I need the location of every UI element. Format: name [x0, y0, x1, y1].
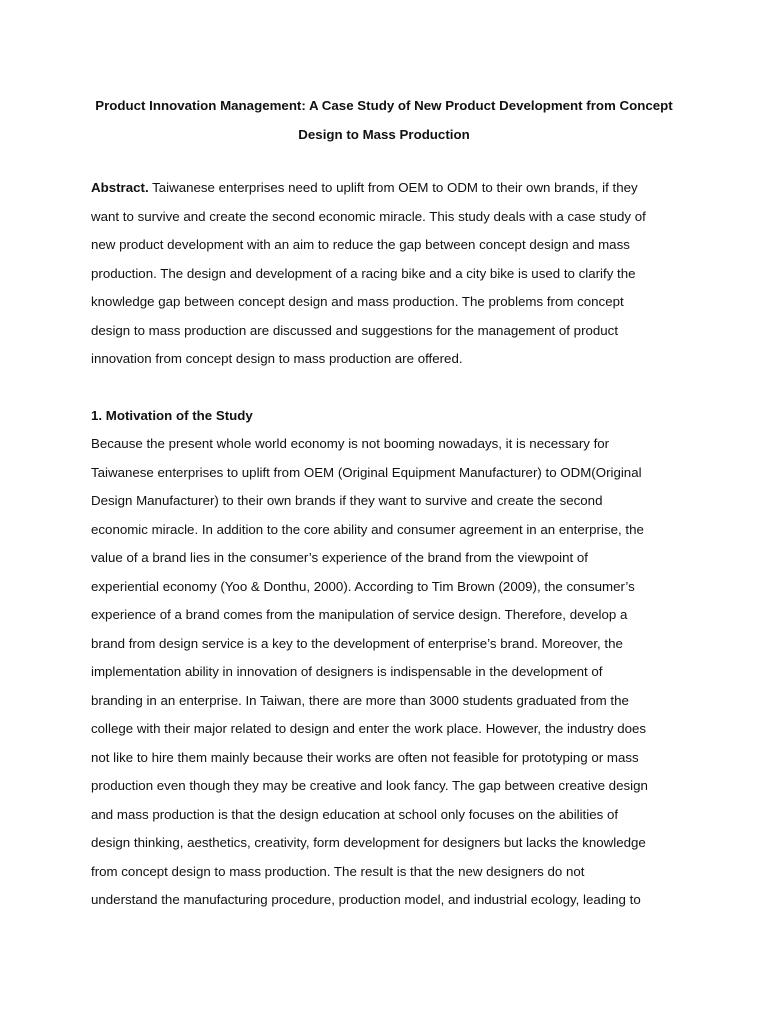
title-line-1: Product Innovation Management: A Case Study of New Product Development from Concept	[95, 98, 673, 113]
abstract-line: design to mass production are discussed and suggestions for the management of product	[91, 322, 619, 338]
body-line: experiential economy (Yoo & Donthu, 2000). According to Tim Brown (2009), the consumer’s	[91, 578, 635, 594]
body-line: from concept design to mass production. The result is that the new designers do not	[91, 863, 585, 879]
abstract-line-1-text: Taiwanese enterprises need to uplift from OEM to ODM to their own brands, if they	[148, 180, 638, 195]
body-line: value of a brand lies in the consumer’s experience of the brand from the viewpoint of	[91, 550, 588, 565]
abstract-line: new product development with an aim to reduce the gap between concept design and mass	[91, 237, 630, 252]
title-line-2: Design to Mass Production	[298, 126, 470, 142]
body-line: Design Manufacturer) to their own brands if they want to survive and create the second	[91, 493, 603, 508]
body-line: Because the present whole world economy is not booming nowadays, it is necessary for	[91, 436, 610, 451]
body-line: college with their major related to design and enter the work place. However, the industry does	[91, 721, 647, 736]
body-line: production even though they may be creative and look fancy. The gap between creative design	[91, 778, 648, 793]
body-line: and mass production is that the design education at school only focuses on the abilities of	[91, 806, 619, 822]
body-line: implementation ability in innovation of designers is indispensable in the development of	[91, 664, 603, 679]
abstract-line: production. The design and development of a racing bike and a city bike is used to clarify the	[91, 265, 636, 281]
body-line: understand the manufacturing procedure, production model, and industrial ecology, leading to	[91, 892, 641, 907]
body-line: branding in an enterprise. In Taiwan, there are more than 3000 students graduated from the	[91, 692, 629, 708]
body-line: economic miracle. In addition to the core ability and consumer agreement in an enterprise, the	[91, 521, 644, 537]
body-line: Taiwanese enterprises to uplift from OEM (Original Equipment Manufacturer) to ODM(Original	[91, 464, 642, 480]
paper-title	[80, 92, 688, 149]
body-line: not like to hire them mainly because their works are often not feasible for prototyping or mass	[91, 749, 639, 765]
section-heading-motivation: 1. Motivation of the Study	[91, 408, 253, 423]
abstract-line-1	[91, 174, 691, 203]
body-line: experience of a brand comes from the manipulation of service design. Therefore, develop a	[91, 607, 628, 622]
abstract-line: want to survive and create the second economic miracle. This study deals with a case study of	[91, 208, 646, 224]
abstract-line: knowledge gap between concept design and mass production. The problems from concept	[91, 294, 624, 309]
body-line: brand from design service is a key to the development of enterprise’s brand. Moreover, the	[91, 635, 623, 651]
section-body-paragraph	[91, 430, 691, 915]
abstract-paragraph	[91, 174, 691, 374]
body-line: design thinking, aesthetics, creativity, form development for designers but lacks the knowledge	[91, 835, 646, 850]
abstract-line: innovation from concept design to mass production are offered.	[91, 351, 463, 366]
abstract-label: Abstract.	[91, 180, 149, 195]
